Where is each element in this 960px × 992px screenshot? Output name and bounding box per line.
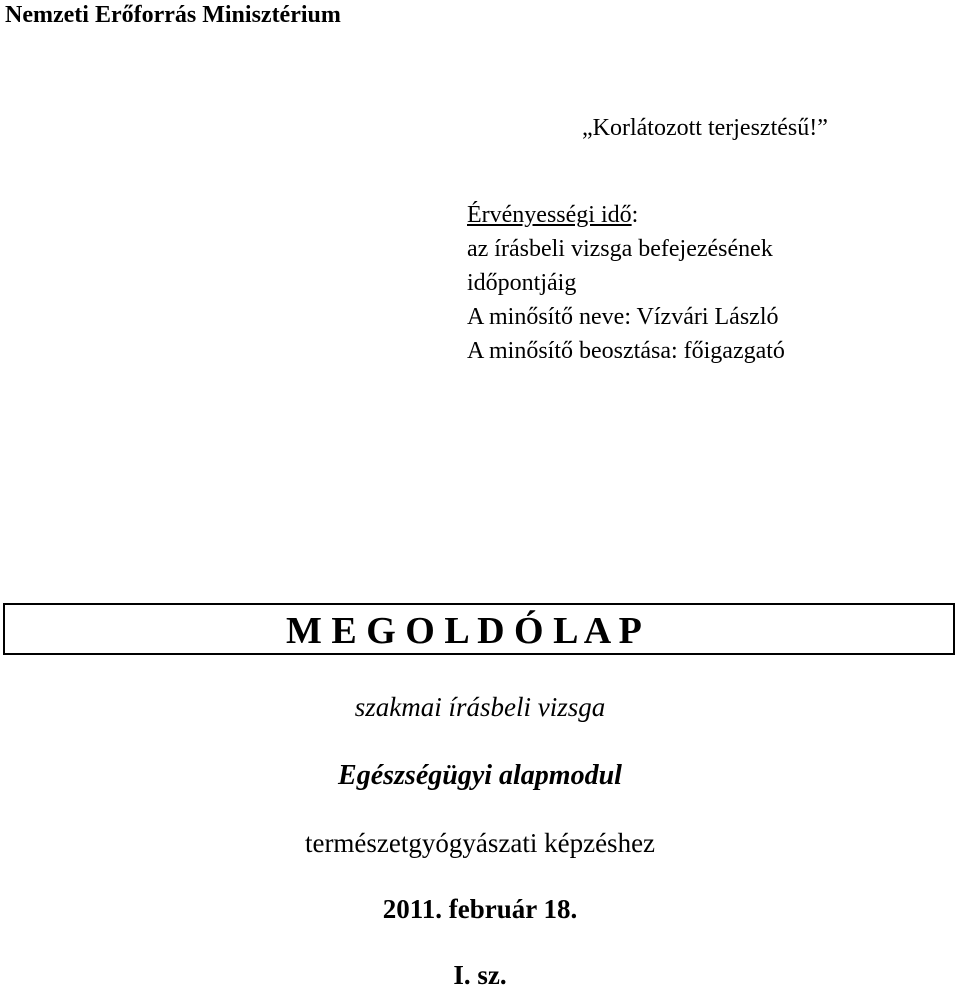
- document-number: I. sz.: [453, 960, 507, 990]
- training-name: természetgyógyászati képzéshez: [304, 828, 656, 858]
- validity-heading-colon: :: [631, 202, 639, 228]
- validity-line-2: időpontjáig: [467, 270, 577, 296]
- exam-date: 2011. február 18.: [382, 894, 578, 924]
- validity-block: [467, 198, 785, 368]
- classifier-position: A minősítő beosztása: főigazgató: [467, 338, 785, 364]
- title-box: [3, 603, 955, 655]
- document-title: M E G O L D Ó L A P: [286, 610, 642, 652]
- validity-line-1: az írásbeli vizsga befejezésének: [467, 236, 773, 262]
- module-name: Egészségügyi alapmodul: [338, 760, 622, 791]
- classifier-name: A minősítő neve: Vízvári László: [467, 304, 779, 330]
- restriction-notice: „Korlátozott terjesztésű!”: [582, 115, 828, 141]
- ministry-name: Nemzeti Erőforrás Minisztérium: [5, 2, 341, 28]
- exam-type: szakmai írásbeli vizsga: [354, 692, 606, 722]
- validity-heading-line: [467, 198, 785, 232]
- validity-heading: Érvényességi idő: [467, 202, 632, 228]
